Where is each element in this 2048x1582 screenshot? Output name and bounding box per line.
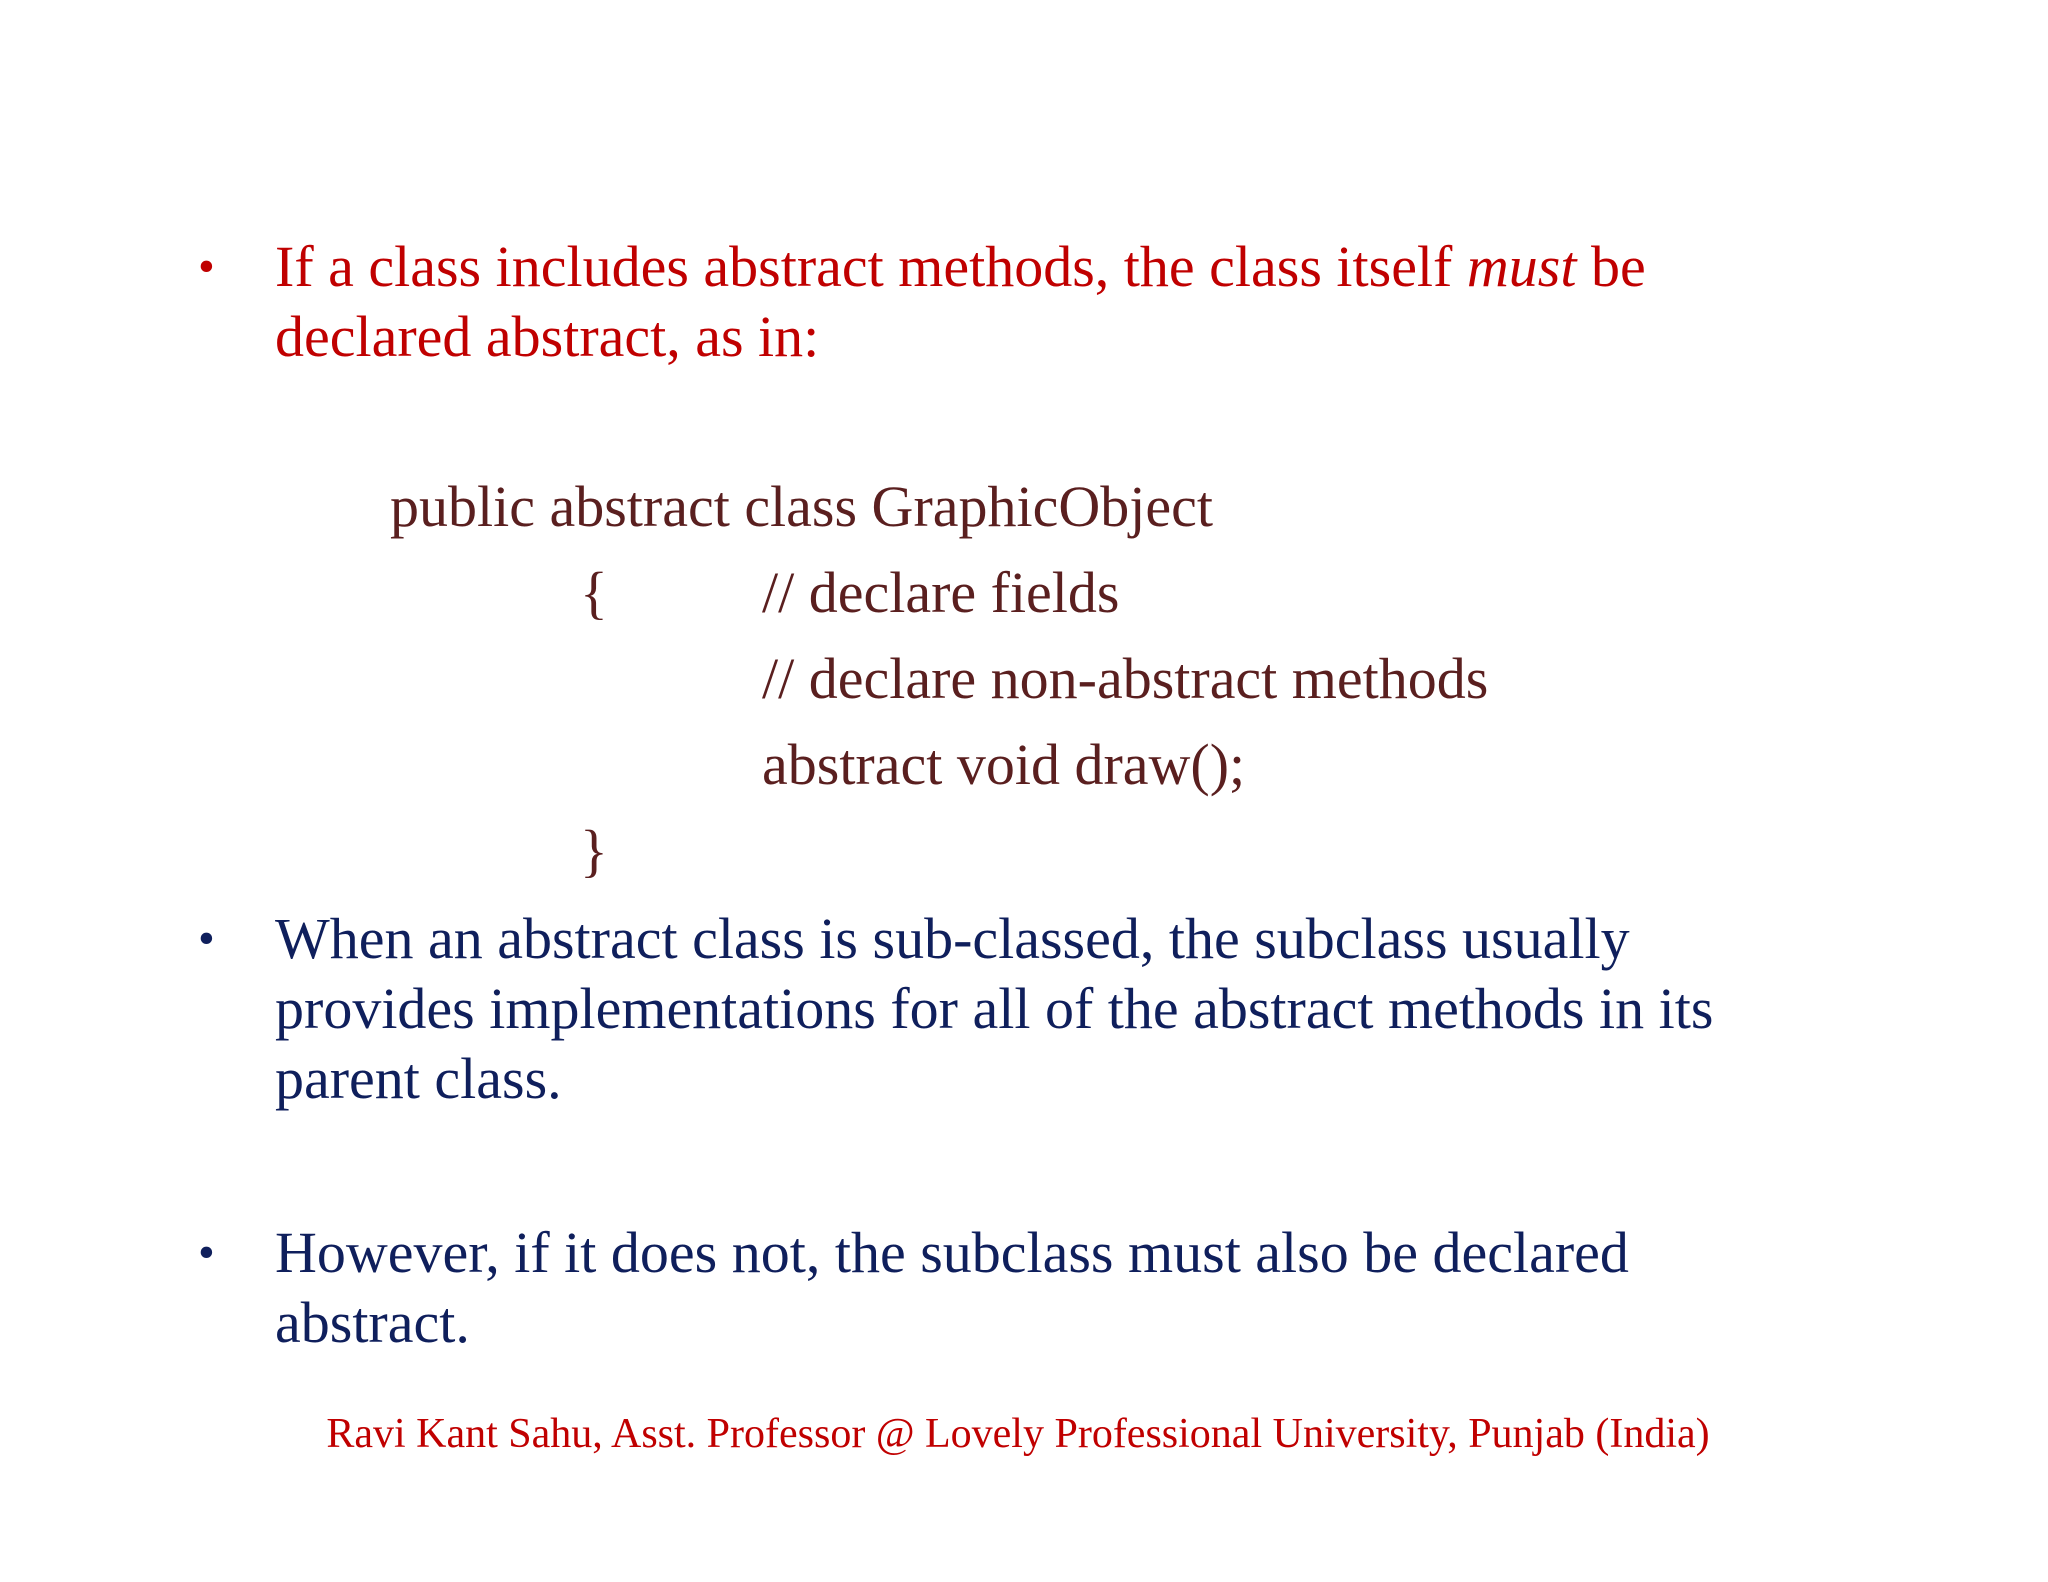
footer: [0, 1410, 2048, 1458]
code-comment-fields: // declare fields: [762, 560, 1120, 625]
bullet-1-emphasis: must: [1466, 234, 1577, 299]
bullet-2-line-1: When an abstract class is sub-classed, the subclass usually: [275, 906, 1630, 971]
bullet-1-line-1-before: If a class includes abstract methods, the class itself: [275, 234, 1467, 299]
bullet-1-marker: •: [198, 240, 215, 293]
code-class-declaration: public abstract class GraphicObject: [390, 474, 1213, 539]
code-open-brace: {: [580, 560, 608, 625]
bullet-1-line-2: declared abstract, as in:: [275, 304, 820, 369]
bullet-3-marker: •: [198, 1226, 215, 1279]
bullet-2-line-2: provides implementations for all of the abstract methods in its: [275, 976, 1714, 1041]
code-abstract-method: abstract void draw();: [762, 732, 1246, 797]
footer-credit: Ravi Kant Sahu, Asst. Professor @ Lovely Professional University, Punjab (India): [326, 1411, 1710, 1457]
bullet-3-line-2: abstract.: [275, 1290, 470, 1355]
bullet-3-line-1: However, if it does not, the subclass must also be declared: [275, 1220, 1629, 1285]
bullet-2-marker: •: [198, 912, 215, 965]
code-comment-methods: // declare non-abstract methods: [762, 646, 1489, 711]
bullet-2-line-3: parent class.: [275, 1046, 562, 1111]
code-close-brace: }: [580, 818, 608, 883]
bullet-1-line-1: [275, 232, 1646, 302]
bullet-1-line-1-after: be: [1576, 234, 1646, 299]
